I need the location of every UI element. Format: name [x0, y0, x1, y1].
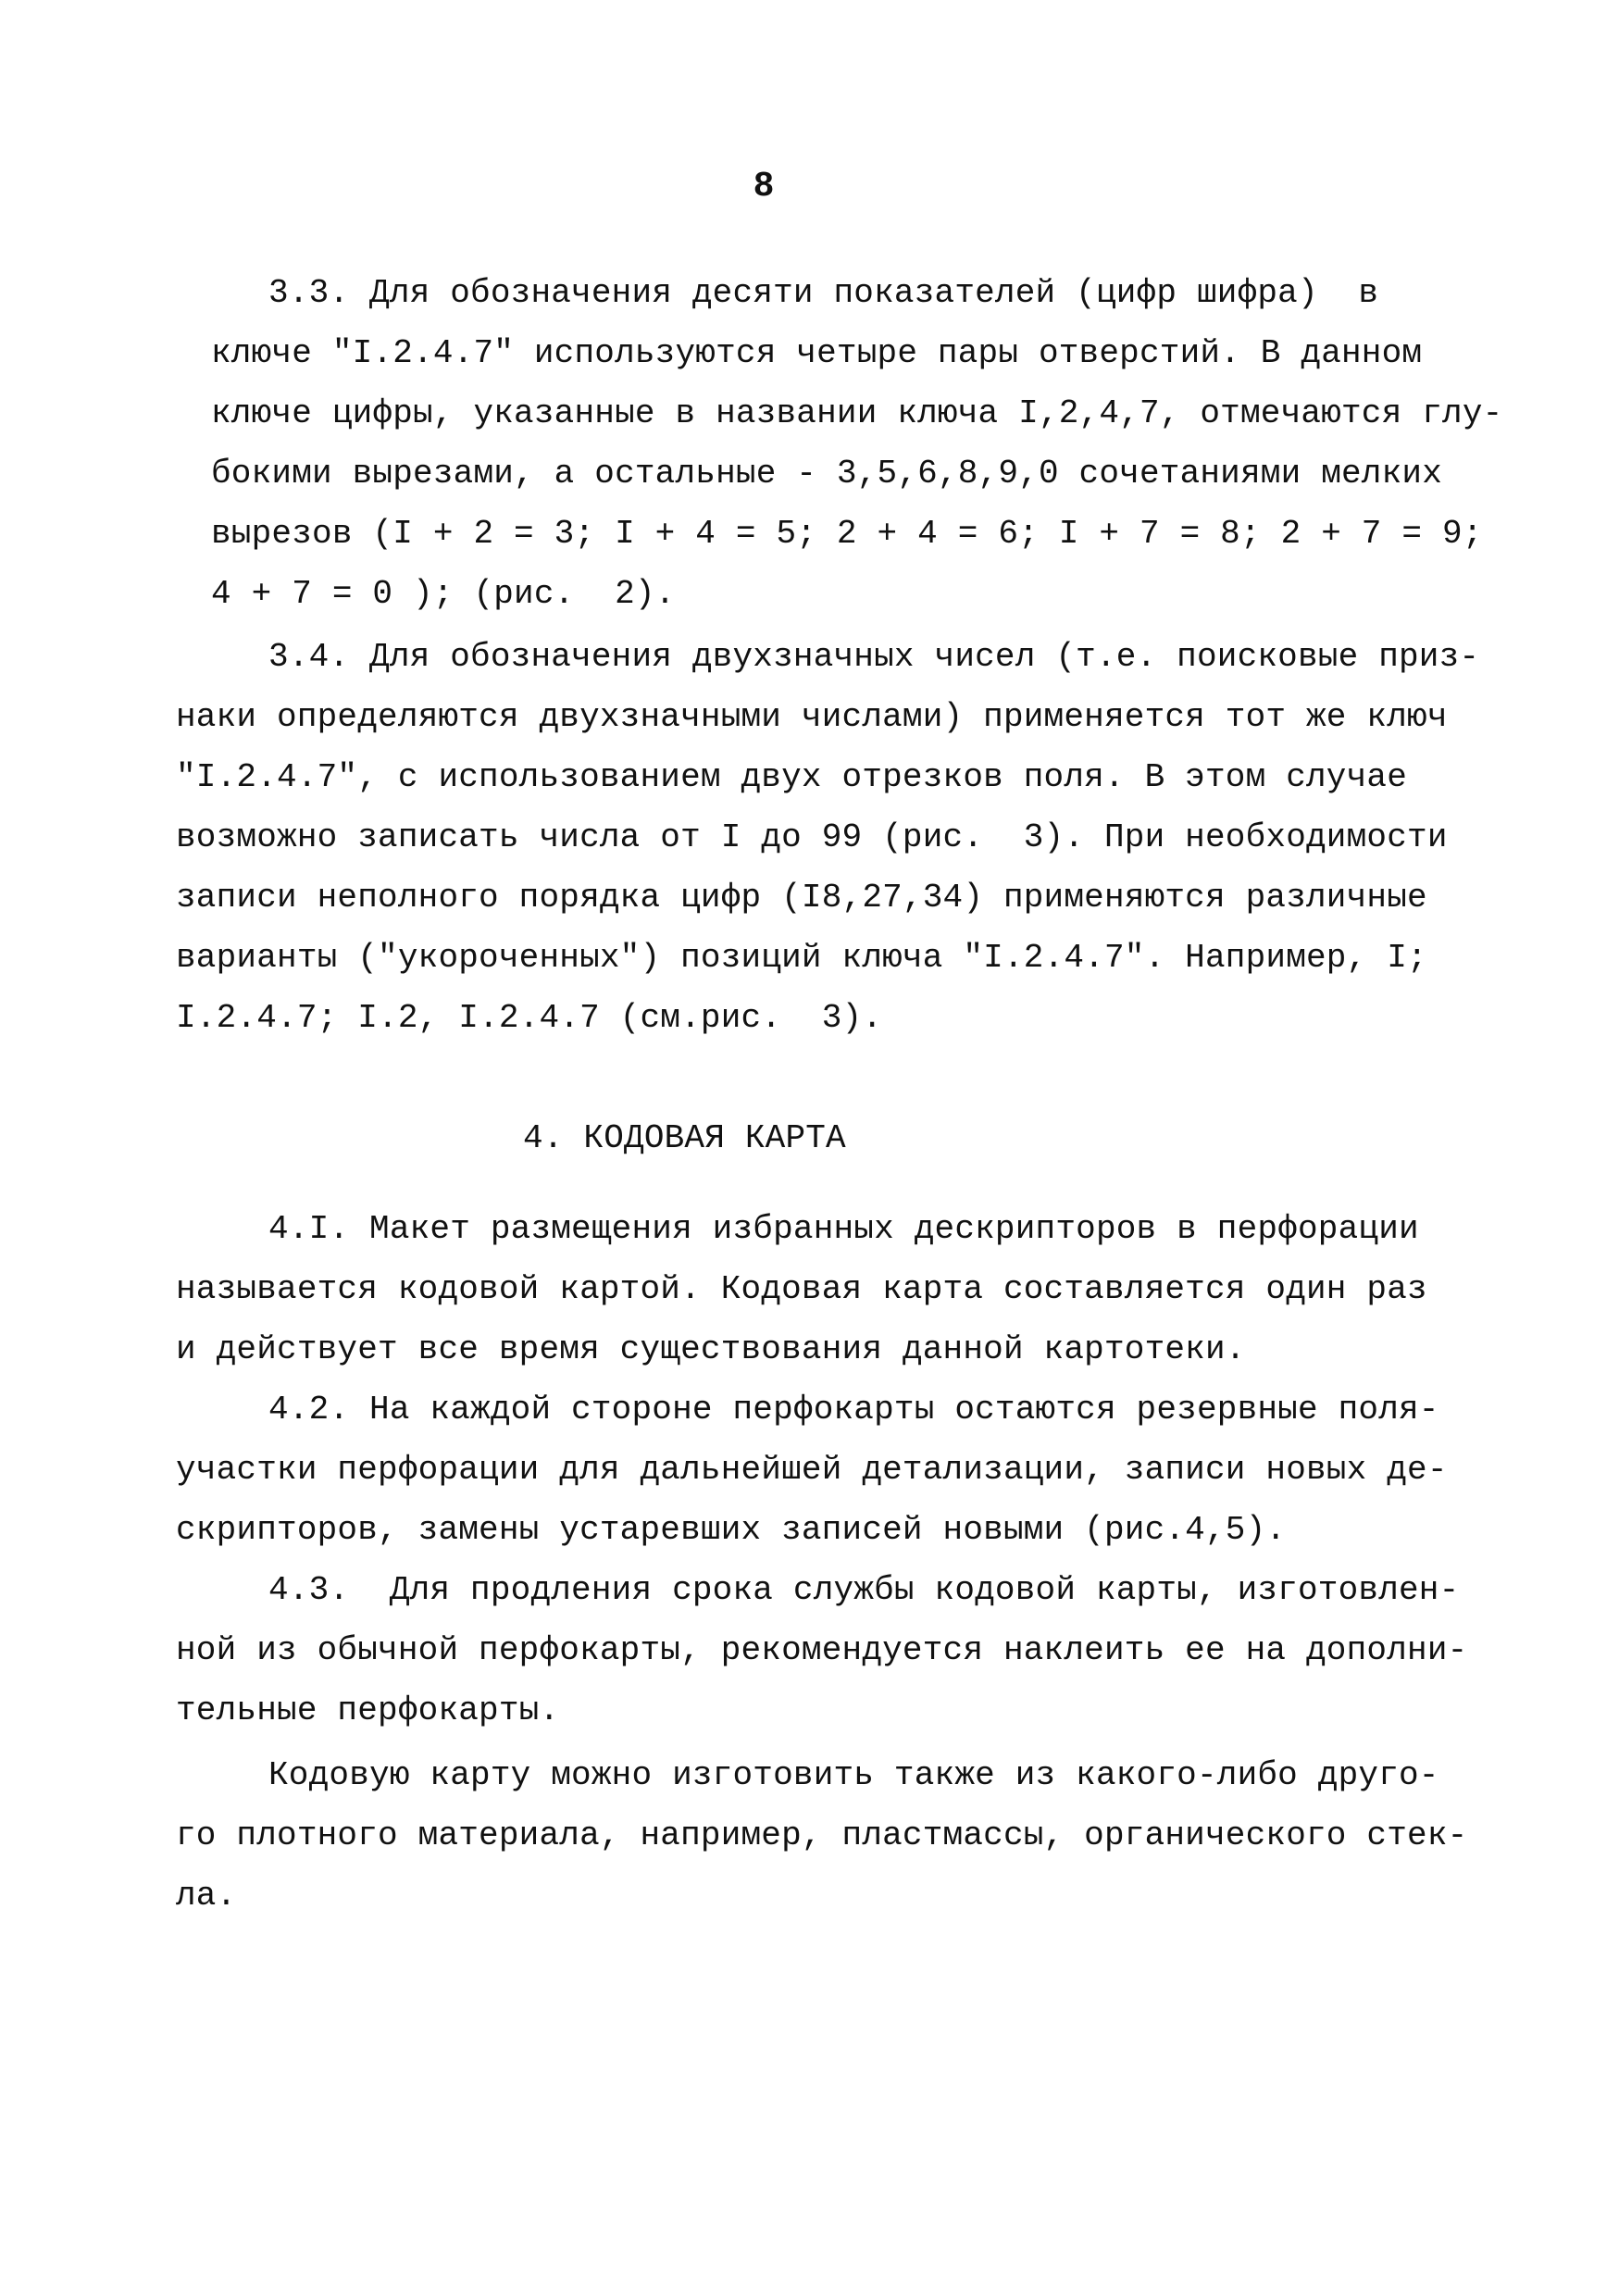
p3-3-line-2: ключе "I.2.4.7" используются четыре пары отверстий. В данном: [211, 334, 1423, 372]
p4-4-line-2: го плотного материала, например, пластмассы, органического стек-: [176, 1816, 1468, 1854]
p3-4-line-4: возможно записать числа от I до 99 (рис. 3). При необходимости: [176, 818, 1448, 856]
p3-3-line-3: ключе цифры, указанные в названии ключа I,2,4,7, отмечаются глу-: [211, 394, 1503, 432]
p3-4-line-1: 3.4. Для обозначения двухзначных чисел (т.е. поисковые приз-: [268, 638, 1480, 676]
p3-4-line-2: наки определяются двухзначными числами) применяется тот же ключ: [176, 698, 1448, 736]
p4-3-line-1: 4.3. Для продления срока службы кодовой карты, изготовлен-: [268, 1571, 1460, 1609]
p4-2-line-1: 4.2. На каждой стороне перфокарты остаются резервные поля-: [268, 1391, 1439, 1429]
p3-4-line-5: записи неполного порядка цифр (I8,27,34) применяются различные: [176, 879, 1427, 917]
p4-1-line-2: называется кодовой картой. Кодовая карта составляется один раз: [176, 1270, 1427, 1308]
section-heading: 4. КОДОВАЯ КАРТА: [523, 1119, 846, 1157]
p4-2-line-3: скрипторов, замены устаревших записей новыми (рис.4,5).: [176, 1511, 1287, 1549]
p4-3-line-2: ной из обычной перфокарты, рекомендуется наклеить ее на дополни-: [176, 1631, 1468, 1669]
p3-4-line-3: "I.2.4.7", с использованием двух отрезков поля. В этом случае: [176, 758, 1408, 796]
p3-4-line-7: I.2.4.7; I.2, I.2.4.7 (см.рис. 3).: [176, 999, 883, 1037]
p4-2-line-2: участки перфорации для дальнейшей детализации, записи новых де-: [176, 1451, 1448, 1489]
p4-1-line-3: и действует все время существования данной картотеки.: [176, 1330, 1246, 1368]
p4-1-line-1: 4.I. Макет размещения избранных дескрипторов в перфорации: [268, 1210, 1419, 1248]
p3-3-line-6: 4 + 7 = 0 ); (рис. 2).: [211, 575, 676, 613]
p4-4-line-3: ла.: [176, 1877, 237, 1915]
page-number: 8: [753, 167, 775, 206]
p3-4-line-6: варианты ("укороченных") позиций ключа "I.2.4.7". Например, I;: [176, 939, 1427, 977]
p4-3-line-3: тельные перфокарты.: [176, 1691, 560, 1729]
p3-3-line-1: 3.3. Для обозначения десяти показателей (цифр шифра) в: [268, 274, 1379, 312]
p4-4-line-1: Кодовую карту можно изготовить также из какого-либо друго-: [268, 1756, 1439, 1794]
p3-3-line-5: вырезов (I + 2 = 3; I + 4 = 5; 2 + 4 = 6; I + 7 = 8; 2 + 7 = 9;: [211, 515, 1483, 553]
p3-3-line-4: бокими вырезами, а остальные - 3,5,6,8,9,0 сочетаниями мелких: [211, 455, 1443, 493]
